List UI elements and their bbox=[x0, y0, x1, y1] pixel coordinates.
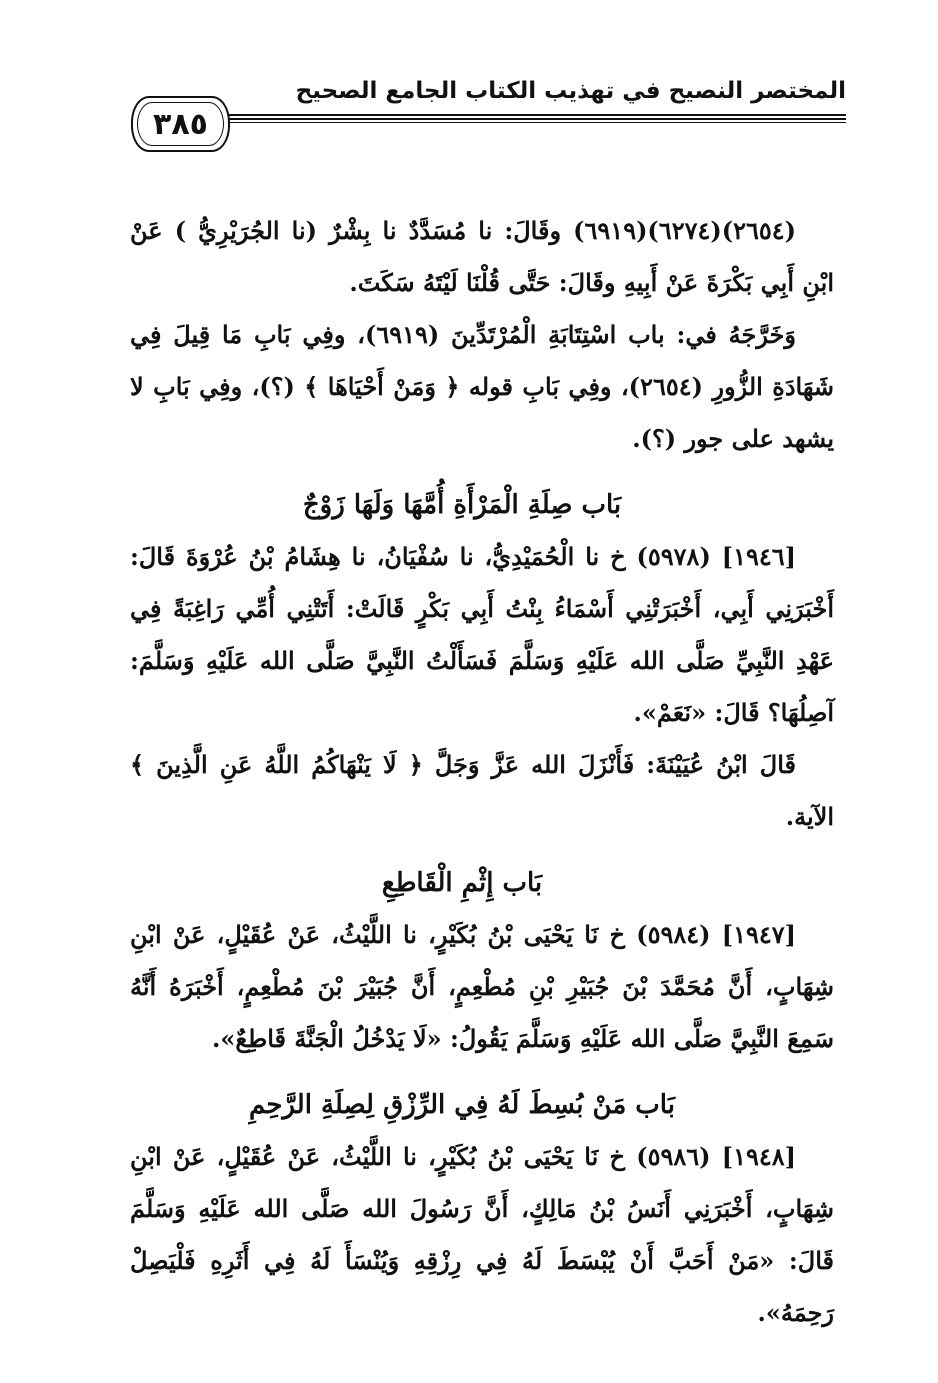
chapter-heading-1: بَاب صِلَةِ الْمَرْأَةِ أُمَّهَا وَلَهَا زَوْجٌ bbox=[302, 490, 622, 520]
paragraph-cross-references: وَخَرَّجَهُ في: باب اسْتِتَابَةِ الْمُرْتَدِّينَ (٦٩١٩)، وفِي بَابِ مَا قِيلَ فِي شَهَادَةِ الزُّورِ (٢٦٥٤)، وفِي بَابِ قوله ﴿ وَمَنْ أَحْيَاهَا ﴾ (؟)، وفِي بَابِ لا يشهد على جور (؟). bbox=[130, 320, 834, 453]
paragraph-hadith-1946: [١٩٤٦] (٥٩٧٨) خ نا الْحُمَيْدِيُّ، نا سُفْيَانُ، نا هِشَامُ بْنُ عُرْوَةَ قَالَ: أَخْبَرَنِي أَبِي، أَخْبَرَتْنِي أَسْمَاءُ بِنْتُ أَبِي بَكْرٍ قَالَتْ: أَتَتْنِي أُمِّي رَاغِبَةً فِي عَهْدِ النَّبِيِّ صَلَّى الله عَلَيْهِ وَسَلَّمَ فَسَأَلْتُ النَّبِيَّ صَلَّى الله عَلَيْهِ وَسَلَّمَ: آصِلُهَا؟ قَالَ: «نَعَمْ». bbox=[130, 542, 834, 727]
chapter-heading-2: بَاب إِثْمِ الْقَاطِعِ bbox=[381, 868, 543, 898]
paragraph-hadith-1947: [١٩٤٧] (٥٩٨٤) خ نَا يَحْيَى بْنُ بُكَيْرٍ، نا اللَّيْثُ، عَنْ عُقَيْلٍ، عَنْ ابْنِ شِهَابٍ، أَنَّ مُحَمَّدَ بْنَ جُبَيْرِ بْنِ مُطْعِمٍ، أَنَّ جُبَيْرَ بْنَ مُطْعِمٍ، أَخْبَرَهُ أَنَّهُ سَمِعَ النَّبِيَّ صَلَّى الله عَلَيْهِ وَسَلَّمَ يَقُولُ: «لَا يَدْخُلُ الْجَنَّةَ قَاطِعٌ». bbox=[130, 920, 834, 1053]
spacer bbox=[130, 843, 834, 857]
paragraph-hadith-1948: [١٩٤٨] (٥٩٨٦) خ نَا يَحْيَى بْنُ بُكَيْرٍ، نا اللَّيْثُ، عَنْ عُقَيْلٍ، عَنْ ابْنِ شِهَابٍ، أَخْبَرَنِي أَنَسُ بْنُ مَالِكٍ، أَنَّ رَسُولَ الله صَلَّى الله عَلَيْهِ وَسَلَّمَ قَالَ: «مَنْ أَحَبَّ أَنْ يُبْسَطَ لَهُ فِي رِزْقِهِ وَيُنْسَأَ لَهُ فِي أَثَرِهِ فَلْيَصِلْ رَحِمَهُ». bbox=[130, 1142, 834, 1327]
paragraph-hadith-continuation: (٢٦٥٤)(٦٢٧٤)(٦٩١٩) وقَالَ: نا مُسَدَّدٌ نا بِشْرٌ (نا الجُرَيْرِيُّ ) عَنْ ابْنِ أَبِي بَكْرَةَ عَنْ أَبِيهِ وقَالَ: حَتَّى قُلْنَا لَيْتَهُ سَكَتَ. bbox=[130, 216, 834, 297]
chapter-heading-3: بَاب مَنْ بُسِطَ لَهُ فِي الرِّزْقِ لِصِلَةِ الرَّحِمِ bbox=[249, 1090, 675, 1120]
header-rule bbox=[138, 114, 846, 116]
running-title: المختصر النصيح في تهذيب الكتاب الجامع الصحيح bbox=[295, 78, 846, 104]
paragraph-ibn-uyaynah: قَالَ ابْنُ عُيَيْنَةَ: فَأَنْزَلَ الله عَزَّ وَجَلَّ ﴿ لَا يَنْهَاكُمُ اللَّهُ عَنِ الَّذِينَ ﴾ الآية. bbox=[130, 750, 834, 831]
spacer bbox=[130, 1065, 834, 1079]
spacer bbox=[130, 465, 834, 479]
header-rule bbox=[138, 122, 846, 123]
page-number: ٣٨٥ bbox=[131, 96, 230, 152]
page-body bbox=[130, 205, 834, 1339]
header-rule bbox=[138, 118, 846, 120]
